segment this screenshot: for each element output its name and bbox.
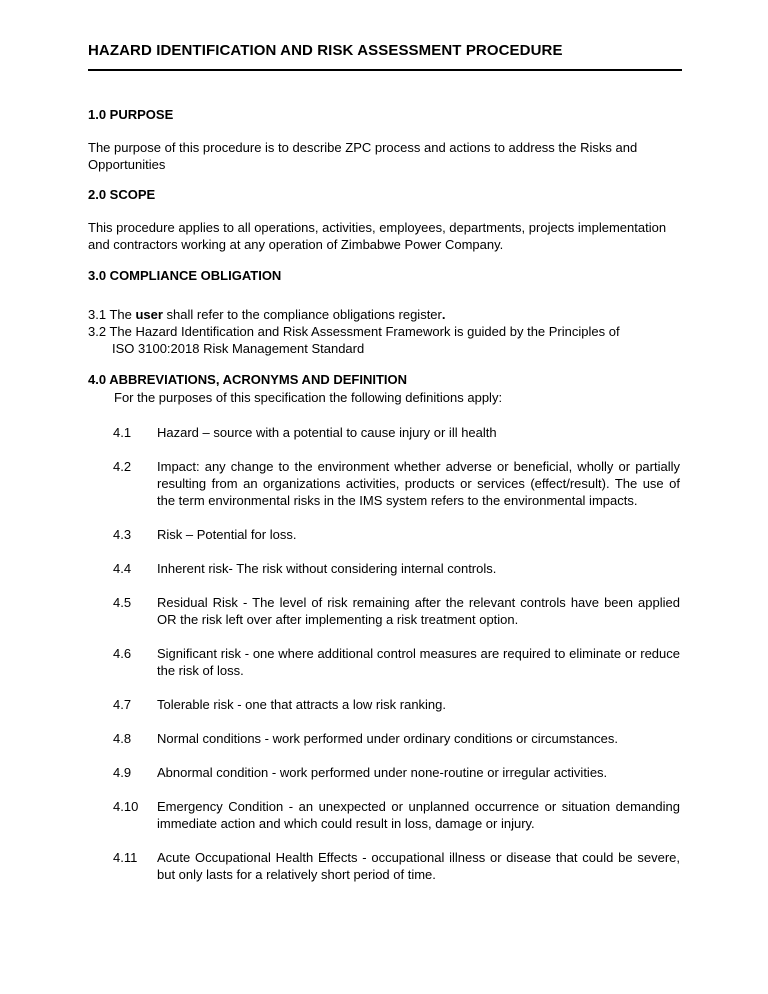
compliance-item-2 bbox=[88, 323, 680, 357]
definition-number: 4.9 bbox=[113, 765, 132, 780]
definitions-list bbox=[88, 424, 680, 883]
definition-item bbox=[113, 849, 680, 883]
definition-text: Residual Risk - The level of risk remaining after the relevant controls have been applied OR the risk left over after implementing a risk treatment option. bbox=[157, 595, 680, 627]
definition-number: 4.1 bbox=[113, 425, 132, 440]
definition-text: Hazard – source with a potential to cause injury or ill health bbox=[157, 425, 497, 440]
abbreviations-heading: 4.0 ABBREVIATIONS, ACRONYMS AND DEFINITION bbox=[88, 372, 408, 387]
definition-number: 4.5 bbox=[113, 595, 132, 610]
definition-text: Abnormal condition - work performed under none-routine or irregular activities. bbox=[157, 765, 608, 780]
definition-number: 4.6 bbox=[113, 646, 132, 661]
definition-item bbox=[113, 594, 680, 628]
compliance-item-1-bold: user bbox=[135, 307, 163, 322]
abbreviations-intro: For the purposes of this specification the following definitions apply: bbox=[114, 390, 503, 405]
scope-text: This procedure applies to all operations, activities, employees, departments, projects implementation and contractors working at any operation of Zimbabwe Power Company. bbox=[88, 220, 667, 252]
definition-text: Normal conditions - work performed under ordinary conditions or circumstances. bbox=[157, 731, 618, 746]
definition-number: 4.8 bbox=[113, 731, 132, 746]
definition-text: Significant risk - one where additional control measures are required to eliminate or reduce the risk of loss. bbox=[157, 646, 680, 678]
definition-text: Inherent risk- The risk without considering internal controls. bbox=[157, 561, 497, 576]
header-rule bbox=[88, 69, 682, 71]
definition-text: Risk – Potential for loss. bbox=[157, 527, 297, 542]
document-body bbox=[88, 106, 680, 883]
definition-item bbox=[113, 645, 680, 679]
compliance-item-1-rest: shall refer to the compliance obligations register bbox=[162, 307, 442, 322]
definition-item bbox=[113, 424, 680, 441]
definition-number: 4.4 bbox=[113, 561, 132, 576]
purpose-text: The purpose of this procedure is to describe ZPC process and actions to address the Risks and Opportunities bbox=[88, 140, 638, 172]
purpose-heading: 1.0 PURPOSE bbox=[88, 107, 174, 122]
definition-number: 4.10 bbox=[113, 799, 139, 814]
scope-heading: 2.0 SCOPE bbox=[88, 187, 156, 202]
definition-item bbox=[113, 696, 680, 713]
compliance-heading: 3.0 COMPLIANCE OBLIGATION bbox=[88, 268, 282, 283]
definition-item bbox=[113, 526, 680, 543]
compliance-item-2-line1: 3.2 The Hazard Identification and Risk Assessment Framework is guided by the Principles of bbox=[88, 324, 620, 339]
definition-item bbox=[113, 458, 680, 509]
definition-item bbox=[113, 764, 680, 781]
definition-text: Acute Occupational Health Effects - occupational illness or disease that could be severe, but only lasts for a relatively short period of time. bbox=[157, 850, 680, 882]
definition-number: 4.2 bbox=[113, 459, 132, 474]
definition-text: Impact: any change to the environment whether adverse or beneficial, wholly or partially resulting from an organizations activities, products or services (effect/result). The use of the term environmental risks in the IMS system refers to the environmental impacts. bbox=[157, 459, 680, 508]
definition-item bbox=[113, 730, 680, 747]
definition-number: 4.7 bbox=[113, 697, 132, 712]
definition-text: Emergency Condition - an unexpected or unplanned occurrence or situation demanding immediate action and which could result in loss, damage or injury. bbox=[157, 799, 680, 831]
definition-number: 4.3 bbox=[113, 527, 132, 542]
compliance-item-1-end: . bbox=[441, 307, 446, 322]
definition-text: Tolerable risk - one that attracts a low risk ranking. bbox=[157, 697, 447, 712]
compliance-item-1 bbox=[88, 306, 680, 323]
definition-item bbox=[113, 798, 680, 832]
compliance-item-2-line2: ISO 3100:2018 Risk Management Standard bbox=[112, 341, 365, 356]
definition-item bbox=[113, 560, 680, 577]
definition-number: 4.11 bbox=[113, 850, 138, 865]
document-title: HAZARD IDENTIFICATION AND RISK ASSESSMENT PROCEDURE bbox=[88, 42, 563, 59]
compliance-item-1-prefix: 3.1 The bbox=[88, 307, 136, 322]
